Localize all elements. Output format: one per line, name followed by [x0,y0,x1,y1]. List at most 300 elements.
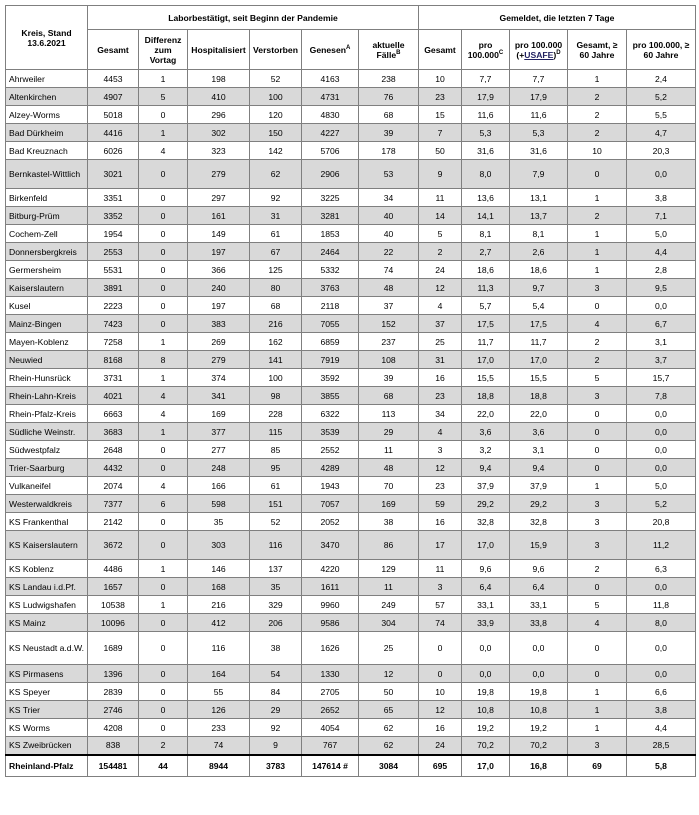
cell-gesamt: 2839 [88,683,139,701]
cell-differenz: 0 [139,665,188,683]
cell-pro-100000-usafe: 15,5 [510,369,568,387]
cell-gesamt-7day: 12 [419,279,462,297]
cell-gesamt: 5531 [88,261,139,279]
header-pro-usafe-c: ) [553,49,557,60]
cell-hospitalisiert: 279 [188,160,250,189]
cell-verstorben: 100 [250,88,302,106]
cell-verstorben: 52 [250,70,302,88]
table-row [6,279,696,297]
cell-pro-100000-usafe: 10,8 [510,701,568,719]
cell-pro-100000-usafe: 13,7 [510,207,568,225]
cell-pro-100000: 18,6 [462,261,510,279]
cell-genesen: 1853 [302,225,359,243]
cell-verstorben: 31 [250,207,302,225]
cell-hospitalisiert: 303 [188,531,250,560]
cell-pro-100000: 11,7 [462,333,510,351]
cell-gesamt-7day: 14 [419,207,462,225]
cell-pro-100000-60: 11,8 [627,596,696,614]
cell-verstorben: 29 [250,701,302,719]
cell-hospitalisiert: 168 [188,578,250,596]
cell-gesamt-60: 3 [568,495,627,513]
cell-district-name: KS Frankenthal [6,513,88,531]
cell-pro-100000-usafe: 7,7 [510,70,568,88]
cell-hospitalisiert: 164 [188,665,250,683]
cell-pro-100000: 17,9 [462,88,510,106]
covid-statistics-table [5,5,696,777]
cell-pro-100000-usafe: 0,0 [510,665,568,683]
cell-district-name: Kusel [6,297,88,315]
cell-aktuelle-faelle: 70 [359,477,419,495]
cell-differenz: 5 [139,88,188,106]
cell-pro-100000-usafe: 9,7 [510,279,568,297]
cell-aktuelle-faelle: 304 [359,614,419,632]
cell-pro-100000: 18,8 [462,387,510,405]
cell-district-name: Donnersbergkreis [6,243,88,261]
cell-pro-100000-usafe: 11,7 [510,333,568,351]
cell-hospitalisiert: 240 [188,279,250,297]
cell-gesamt-60: 1 [568,261,627,279]
cell-pro-100000: 32,8 [462,513,510,531]
header-row-columns [6,30,696,70]
total-cell-pro-100000: 17,0 [462,755,510,777]
cell-gesamt-60: 1 [568,701,627,719]
cell-gesamt-7day: 16 [419,513,462,531]
cell-pro-100000-60: 5,5 [627,106,696,124]
cell-aktuelle-faelle: 39 [359,369,419,387]
cell-gesamt-60: 1 [568,225,627,243]
cell-pro-100000-usafe: 18,8 [510,387,568,405]
cell-differenz: 0 [139,459,188,477]
cell-aktuelle-faelle: 74 [359,261,419,279]
cell-differenz: 0 [139,297,188,315]
cell-differenz: 8 [139,351,188,369]
cell-verstorben: 116 [250,531,302,560]
cell-pro-100000-usafe: 5,3 [510,124,568,142]
cell-verstorben: 228 [250,405,302,423]
cell-gesamt: 3352 [88,207,139,225]
cell-hospitalisiert: 410 [188,88,250,106]
cell-pro-100000-60: 4,4 [627,243,696,261]
table-row [6,243,696,261]
header-pro-100000-usafe [510,30,568,70]
cell-pro-100000-usafe: 7,9 [510,160,568,189]
cell-aktuelle-faelle: 38 [359,513,419,531]
cell-pro-100000: 9,4 [462,459,510,477]
table-row [6,142,696,160]
cell-gesamt: 4432 [88,459,139,477]
cell-gesamt-60: 0 [568,665,627,683]
cell-hospitalisiert: 169 [188,405,250,423]
total-cell-verstorben: 3783 [250,755,302,777]
table-row [6,701,696,719]
cell-pro-100000-60: 0,0 [627,459,696,477]
cell-gesamt: 3731 [88,369,139,387]
cell-gesamt: 4907 [88,88,139,106]
cell-pro-100000-usafe: 32,8 [510,513,568,531]
cell-pro-100000-60: 7,1 [627,207,696,225]
cell-genesen: 3539 [302,423,359,441]
cell-gesamt: 2746 [88,701,139,719]
cell-genesen: 3763 [302,279,359,297]
cell-hospitalisiert: 116 [188,632,250,665]
cell-pro-100000: 14,1 [462,207,510,225]
cell-hospitalisiert: 277 [188,441,250,459]
cell-district-name: KS Neustadt a.d.W. [6,632,88,665]
table-row [6,531,696,560]
cell-aktuelle-faelle: 68 [359,387,419,405]
cell-pro-100000-60: 5,2 [627,88,696,106]
cell-gesamt: 1689 [88,632,139,665]
cell-differenz: 0 [139,189,188,207]
cell-hospitalisiert: 366 [188,261,250,279]
header-row-groups [6,6,696,30]
cell-district-name: KS Landau i.d.Pf. [6,578,88,596]
cell-hospitalisiert: 296 [188,106,250,124]
cell-genesen: 1943 [302,477,359,495]
cell-gesamt-7day: 12 [419,459,462,477]
cell-aktuelle-faelle: 62 [359,737,419,755]
cell-gesamt-7day: 25 [419,333,462,351]
header-pro-100000 [462,30,510,70]
cell-genesen: 4054 [302,719,359,737]
cell-pro-100000: 8,0 [462,160,510,189]
cell-aktuelle-faelle: 48 [359,459,419,477]
cell-aktuelle-faelle: 152 [359,315,419,333]
cell-differenz: 4 [139,142,188,160]
total-cell-aktuelle-faelle: 3084 [359,755,419,777]
cell-pro-100000-60: 3,1 [627,333,696,351]
cell-verstorben: 206 [250,614,302,632]
cell-district-name: Neuwied [6,351,88,369]
cell-verstorben: 80 [250,279,302,297]
cell-gesamt-7day: 7 [419,124,462,142]
table-row [6,351,696,369]
cell-genesen: 767 [302,737,359,755]
cell-hospitalisiert: 297 [188,189,250,207]
header-gesamt: Gesamt [88,30,139,70]
cell-district-name: KS Speyer [6,683,88,701]
cell-district-name: Rhein-Lahn-Kreis [6,387,88,405]
cell-gesamt-7day: 37 [419,315,462,333]
cell-genesen: 4220 [302,560,359,578]
cell-district-name: Rhein-Pfalz-Kreis [6,405,88,423]
cell-pro-100000-60: 0,0 [627,632,696,665]
cell-pro-100000-usafe: 2,6 [510,243,568,261]
cell-genesen: 3225 [302,189,359,207]
cell-genesen: 3470 [302,531,359,560]
cell-pro-100000-usafe: 13,1 [510,189,568,207]
cell-pro-100000: 13,6 [462,189,510,207]
cell-pro-100000-usafe: 17,9 [510,88,568,106]
cell-pro-100000-60: 20,8 [627,513,696,531]
cell-differenz: 0 [139,531,188,560]
cell-pro-100000-usafe: 8,1 [510,225,568,243]
cell-hospitalisiert: 197 [188,297,250,315]
cell-pro-100000-usafe: 15,9 [510,531,568,560]
table-row [6,683,696,701]
cell-gesamt: 3683 [88,423,139,441]
cell-gesamt-60: 0 [568,441,627,459]
header-aktuelle-text: aktuelle Fälle [372,39,405,60]
table-row [6,719,696,737]
cell-gesamt-7day: 57 [419,596,462,614]
cell-differenz: 0 [139,207,188,225]
cell-district-name: Bad Kreuznach [6,142,88,160]
cell-aktuelle-faelle: 86 [359,531,419,560]
cell-district-name: Mayen-Koblenz [6,333,88,351]
cell-district-name: Westerwaldkreis [6,495,88,513]
cell-aktuelle-faelle: 37 [359,297,419,315]
cell-pro-100000-60: 5,0 [627,225,696,243]
cell-differenz: 2 [139,737,188,755]
cell-pro-100000-usafe: 17,0 [510,351,568,369]
cell-genesen: 6322 [302,405,359,423]
total-row [6,755,696,777]
cell-genesen: 7057 [302,495,359,513]
cell-aktuelle-faelle: 62 [359,719,419,737]
header-pro-footnote: C [498,49,504,56]
table-row [6,665,696,683]
cell-verstorben: 125 [250,261,302,279]
cell-pro-100000-usafe: 37,9 [510,477,568,495]
cell-gesamt-60: 1 [568,719,627,737]
cell-pro-100000: 19,8 [462,683,510,701]
cell-pro-100000: 15,5 [462,369,510,387]
cell-pro-100000: 3,2 [462,441,510,459]
total-cell-differenz: 44 [139,755,188,777]
cell-pro-100000: 31,6 [462,142,510,160]
cell-pro-100000-60: 0,0 [627,160,696,189]
cell-gesamt: 5018 [88,106,139,124]
cell-hospitalisiert: 161 [188,207,250,225]
cell-gesamt-7day: 50 [419,142,462,160]
cell-gesamt-60: 1 [568,70,627,88]
cell-genesen: 2552 [302,441,359,459]
cell-hospitalisiert: 166 [188,477,250,495]
cell-verstorben: 84 [250,683,302,701]
cell-verstorben: 35 [250,578,302,596]
table-row [6,560,696,578]
cell-pro-100000: 17,5 [462,315,510,333]
cell-gesamt-7day: 9 [419,160,462,189]
table-row [6,261,696,279]
header-group-7day: Gemeldet, die letzten 7 Tage [419,6,696,30]
cell-genesen: 2464 [302,243,359,261]
cell-gesamt-60: 1 [568,477,627,495]
cell-pro-100000: 7,7 [462,70,510,88]
cell-pro-100000-60: 5,0 [627,477,696,495]
cell-pro-100000-usafe: 19,2 [510,719,568,737]
cell-gesamt: 6026 [88,142,139,160]
cell-aktuelle-faelle: 238 [359,70,419,88]
cell-gesamt: 7423 [88,315,139,333]
cell-gesamt: 7258 [88,333,139,351]
cell-pro-100000-60: 3,8 [627,189,696,207]
cell-aktuelle-faelle: 237 [359,333,419,351]
cell-verstorben: 150 [250,124,302,142]
cell-aktuelle-faelle: 11 [359,441,419,459]
table-row [6,423,696,441]
cell-hospitalisiert: 198 [188,70,250,88]
cell-gesamt: 4208 [88,719,139,737]
cell-gesamt-7day: 0 [419,632,462,665]
cell-hospitalisiert: 74 [188,737,250,755]
table-row [6,596,696,614]
cell-pro-100000-60: 11,2 [627,531,696,560]
table-row [6,513,696,531]
cell-genesen: 7055 [302,315,359,333]
cell-pro-100000-usafe: 9,4 [510,459,568,477]
cell-gesamt-60: 0 [568,632,627,665]
cell-genesen: 5332 [302,261,359,279]
table-row [6,160,696,189]
cell-pro-100000-60: 20,3 [627,142,696,160]
cell-genesen: 4227 [302,124,359,142]
cell-gesamt-7day: 0 [419,665,462,683]
covid-table-container [5,5,696,777]
cell-gesamt-60: 2 [568,560,627,578]
cell-district-name: KS Ludwigshafen [6,596,88,614]
cell-hospitalisiert: 374 [188,369,250,387]
cell-gesamt-7day: 10 [419,683,462,701]
cell-aktuelle-faelle: 76 [359,88,419,106]
cell-district-name: Rhein-Hunsrück [6,369,88,387]
cell-differenz: 0 [139,513,188,531]
cell-differenz: 0 [139,243,188,261]
cell-genesen: 2118 [302,297,359,315]
cell-genesen: 7919 [302,351,359,369]
cell-verstorben: 115 [250,423,302,441]
cell-aktuelle-faelle: 68 [359,106,419,124]
table-row [6,70,696,88]
cell-gesamt-60: 2 [568,88,627,106]
total-cell-genesen: 147614 # [302,755,359,777]
cell-pro-100000-usafe: 3,6 [510,423,568,441]
cell-gesamt-60: 0 [568,423,627,441]
cell-verstorben: 151 [250,495,302,513]
cell-gesamt: 3672 [88,531,139,560]
cell-verstorben: 61 [250,225,302,243]
cell-gesamt-60: 0 [568,297,627,315]
cell-pro-100000: 2,7 [462,243,510,261]
cell-verstorben: 38 [250,632,302,665]
cell-pro-100000-60: 0,0 [627,297,696,315]
cell-pro-100000-60: 6,3 [627,560,696,578]
cell-verstorben: 9 [250,737,302,755]
cell-gesamt-60: 1 [568,683,627,701]
cell-pro-100000-60: 0,0 [627,405,696,423]
cell-hospitalisiert: 341 [188,387,250,405]
table-row [6,106,696,124]
cell-district-name: Bad Dürkheim [6,124,88,142]
cell-pro-100000: 37,9 [462,477,510,495]
cell-district-name: KS Kaiserslautern [6,531,88,560]
usafe-link[interactable]: USAFE [524,49,554,60]
cell-verstorben: 52 [250,513,302,531]
cell-district-name: KS Koblenz [6,560,88,578]
cell-differenz: 0 [139,315,188,333]
cell-hospitalisiert: 197 [188,243,250,261]
cell-verstorben: 67 [250,243,302,261]
header-pro-usafe-a: pro 100.000 (+ [514,39,563,60]
cell-pro-100000-60: 0,0 [627,441,696,459]
cell-genesen: 4289 [302,459,359,477]
cell-pro-100000: 22,0 [462,405,510,423]
header-aktuelle-footnote: B [396,49,401,56]
table-body [6,70,696,777]
cell-gesamt: 3021 [88,160,139,189]
table-row [6,614,696,632]
cell-aktuelle-faelle: 39 [359,124,419,142]
cell-district-name: Altenkirchen [6,88,88,106]
cell-gesamt: 2648 [88,441,139,459]
cell-gesamt-60: 3 [568,531,627,560]
cell-pro-100000: 3,6 [462,423,510,441]
cell-pro-100000-usafe: 31,6 [510,142,568,160]
cell-verstorben: 329 [250,596,302,614]
cell-verstorben: 141 [250,351,302,369]
cell-gesamt: 3351 [88,189,139,207]
table-row [6,369,696,387]
cell-pro-100000-60: 0,0 [627,423,696,441]
cell-genesen: 6859 [302,333,359,351]
cell-gesamt-7day: 23 [419,88,462,106]
cell-gesamt-60: 0 [568,578,627,596]
cell-gesamt-60: 0 [568,405,627,423]
cell-gesamt-7day: 59 [419,495,462,513]
cell-gesamt: 10096 [88,614,139,632]
cell-pro-100000: 17,0 [462,531,510,560]
cell-aktuelle-faelle: 249 [359,596,419,614]
total-cell-gesamt-7day: 695 [419,755,462,777]
cell-gesamt-7day: 5 [419,225,462,243]
cell-hospitalisiert: 55 [188,683,250,701]
cell-aktuelle-faelle: 40 [359,207,419,225]
cell-gesamt-60: 3 [568,737,627,755]
cell-pro-100000: 19,2 [462,719,510,737]
cell-pro-100000-60: 28,5 [627,737,696,755]
cell-pro-100000-60: 6,6 [627,683,696,701]
cell-aktuelle-faelle: 40 [359,225,419,243]
cell-district-name: Mainz-Bingen [6,315,88,333]
cell-differenz: 4 [139,477,188,495]
cell-gesamt: 4416 [88,124,139,142]
cell-differenz: 0 [139,160,188,189]
cell-differenz: 1 [139,124,188,142]
cell-gesamt-60: 2 [568,106,627,124]
cell-pro-100000-usafe: 6,4 [510,578,568,596]
cell-pro-100000: 0,0 [462,632,510,665]
cell-district-name: KS Trier [6,701,88,719]
cell-pro-100000-usafe: 0,0 [510,632,568,665]
cell-gesamt: 838 [88,737,139,755]
cell-hospitalisiert: 377 [188,423,250,441]
cell-district-name: Trier-Saarburg [6,459,88,477]
cell-genesen: 3592 [302,369,359,387]
cell-genesen: 4731 [302,88,359,106]
cell-gesamt-60: 1 [568,189,627,207]
cell-differenz: 1 [139,369,188,387]
cell-genesen: 9960 [302,596,359,614]
cell-differenz: 1 [139,596,188,614]
cell-verstorben: 95 [250,459,302,477]
total-cell-gesamt-60: 69 [568,755,627,777]
cell-aktuelle-faelle: 29 [359,423,419,441]
cell-district-name: KS Worms [6,719,88,737]
cell-differenz: 0 [139,701,188,719]
cell-aktuelle-faelle: 65 [359,701,419,719]
table-row [6,124,696,142]
